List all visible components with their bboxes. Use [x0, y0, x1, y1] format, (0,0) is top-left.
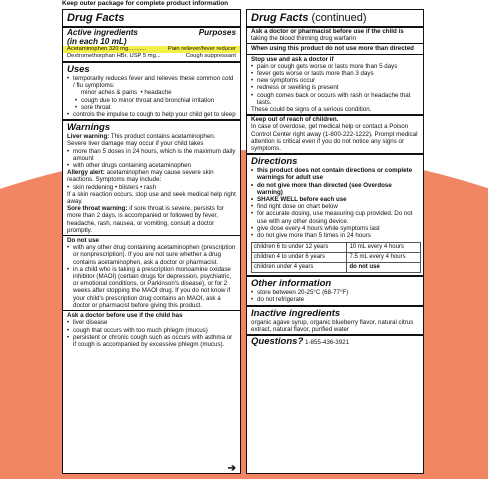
stop-use-item: • pain or cough gets worse or lasts more than 5 days	[251, 63, 419, 70]
uses-sub-line-1: minor aches & pains • headache	[81, 89, 172, 97]
directions-item: • for accurate dosing, use measuring cup provided. Do not use with any other dosing device.	[251, 210, 419, 224]
stop-use-note: These could be signs of a serious condition.	[251, 106, 372, 114]
active-ingredients-sub: (in each 10 mL)	[67, 37, 127, 46]
other-info-section	[247, 289, 423, 303]
uses-sub-item: • sore throat	[67, 104, 236, 111]
allergy-label: Allergy alert:	[67, 169, 105, 177]
sore-throat-warning	[67, 205, 236, 234]
questions-label: Questions?	[251, 336, 304, 348]
do-not-use-item: • with any other drug containing acetaminophen (prescription or nonprescription). If you are not sure whether a drug contains acetaminophen, ask a doctor or pharmacist.	[67, 244, 236, 266]
divider	[247, 43, 423, 44]
ask-doctor-section	[63, 312, 240, 348]
sore-throat-text: if sore throat is severe, persists for more than 2 days, is accompanied or followed by fever, headache, rash, nausea, or vomiting, consult a doctor promptly.	[67, 205, 224, 234]
dosing-table	[251, 242, 421, 273]
uses-item: • temporarily reduces fever and relieves these common cold / flu symptoms:	[67, 75, 236, 89]
allergy-alert	[67, 169, 236, 183]
stop-use-section	[247, 56, 423, 114]
liver-item: • with other drugs containing acetaminophen	[67, 162, 236, 169]
ingredient-name: Dextromethorphan HBr, USP 5 mg	[67, 53, 156, 59]
table-row	[252, 263, 421, 273]
dose-age-cell: children 6 to under 12 years	[252, 243, 347, 253]
ask-doctor-title: Ask a doctor before use if the child has	[67, 312, 183, 320]
directions-section	[247, 167, 423, 239]
dose-amount-cell: do not use	[347, 263, 421, 273]
directions-item: • SHAKE WELL before each use	[251, 196, 419, 203]
allergy-symptoms: • skin reddening • blisters • rash	[67, 184, 236, 191]
keep-out-title: Keep out of reach of children.	[251, 116, 339, 124]
ingredient-row-acetaminophen	[63, 46, 240, 53]
questions-phone: 1-855-436-3921	[305, 339, 350, 347]
other-info-item: • do not refrigerate	[251, 296, 419, 303]
inactive-ingredients-text: organic agave syrup, organic blueberry flavor, natural citrus extract, natural flavor, purified water	[251, 318, 414, 333]
do-not-use-item: • in a child who is taking a prescription monoamine oxidase inhibitor (MAOI) (certain drugs for depression, psychiatric, or emotional conditions, or Parkinson's disease), or for 2 weeks after stopping the MAOI drug. If you do not know if your child's prescription drug contains an MAOI, ask a doctor or pharmacist before giving this product.	[67, 266, 236, 309]
divider	[63, 310, 240, 311]
drug-facts-continued-title	[251, 12, 419, 25]
liver-item: • more than 5 doses in 24 hours, which is the maximum daily amount	[67, 148, 236, 162]
divider	[247, 54, 423, 55]
uses-sub-item: minor aches & pains	[81, 89, 138, 97]
liver-warning-label: Liver warning:	[67, 133, 110, 141]
stop-use-title: Stop use and ask a doctor if	[251, 55, 334, 63]
liver-warning-text: This product contains acetaminophen. Severe liver damage may occur if your child takes	[67, 133, 216, 148]
divider	[63, 235, 240, 236]
questions-row	[247, 338, 423, 346]
drug-facts-continued-panel	[246, 9, 424, 474]
warnings-section	[63, 133, 240, 234]
uses-item: • controls the impulse to cough to help your child get to sleep	[67, 111, 236, 118]
stop-use-item: • redness or swelling is present	[251, 84, 419, 91]
ask-doctor-item: • liver disease	[67, 319, 236, 326]
ingredient-row-dextromethorphan	[63, 53, 240, 60]
when-using: When using this product do not use more than directed	[251, 45, 414, 53]
uses-title: Uses	[67, 64, 90, 75]
keep-out-text: In case of overdose, get medical help or contact a Poison Control Center right away (1-800-222-1222). Prompt medical attention is critical even if you do not notice any signs or symptoms.	[251, 123, 418, 153]
dose-age-cell: children 4 to under 6 years	[252, 253, 347, 263]
divider	[247, 153, 423, 155]
ask-pharmacist-label: Ask a doctor or pharmacist before use if the child is	[251, 28, 404, 35]
allergy-after: If a skin reaction occurs, stop use and seek medical help right away.	[67, 190, 236, 206]
directions-item: • give dose every 4 hours while symptoms last	[251, 225, 419, 232]
uses-section	[63, 75, 240, 118]
ask-doctor-item: • cough that occurs with too much phlegm (mucus)	[67, 327, 236, 334]
allergy-text: acetaminophen may cause severe skin reactions. Symptoms may include:	[67, 169, 214, 184]
drug-facts-panel	[62, 9, 241, 474]
other-info-title: Other information	[251, 278, 332, 290]
divider	[63, 61, 240, 63]
warnings-title: Warnings	[67, 122, 111, 134]
title-text: Drug Facts	[251, 12, 309, 24]
active-ingredients-header	[63, 28, 240, 37]
ask-doctor-item: • persistent or chronic cough such as occurs with asthma or if cough is accompanied by excessive phlegm (mucus).	[67, 334, 236, 348]
do-not-use-section	[63, 237, 240, 309]
dose-amount-cell: 7.5 mL every 4 hours	[347, 253, 421, 263]
dose-age-cell: children under 4 years	[252, 263, 347, 273]
directions-item: • this product does not contain directions or complete warnings for adult use	[251, 167, 419, 181]
divider	[63, 119, 240, 121]
directions-title: Directions	[251, 156, 298, 168]
ingredient-dots: ...	[155, 53, 161, 59]
divider	[247, 305, 423, 307]
inactive-ingredients-title: Inactive ingredients	[251, 307, 341, 319]
ingredient-purpose: Pain reliever/fever reducer	[168, 46, 236, 52]
ingredient-name: Acetaminophen 320 mg	[67, 46, 129, 52]
sore-throat-label: Sore throat warning:	[67, 205, 128, 213]
top-note: Keep outer package for complete product information	[62, 0, 229, 7]
divider	[247, 275, 423, 277]
uses-sub-item: • cough due to minor throat and bronchial irritation	[67, 97, 236, 104]
dose-amount-cell: 10 mL every 4 hours	[347, 243, 421, 253]
uses-sub-item: headache	[144, 89, 172, 97]
stop-use-item: • cough comes back or occurs with rash or headache that lasts.	[251, 92, 419, 106]
directions-item: • find right dose on chart below	[251, 203, 419, 210]
directions-item: • do not give more than directed (see Overdose warning)	[251, 182, 419, 196]
ingredient-dots: ...........	[128, 46, 146, 52]
table-row	[252, 253, 421, 263]
stop-use-item: • new symptoms occur	[251, 77, 419, 84]
liver-warning	[67, 133, 236, 147]
keep-out-section	[247, 116, 423, 152]
do-not-use-title: Do not use	[67, 237, 99, 245]
other-info-item: • store between 20-25°C (68-77°F)	[251, 289, 419, 296]
purposes-label: Purposes	[198, 28, 236, 37]
ingredient-purpose: Cough suppressant	[185, 53, 236, 59]
continued-label: (continued)	[311, 12, 367, 24]
ask-pharmacist	[247, 28, 423, 42]
active-ingredients-label: Active ingredients	[67, 28, 138, 37]
stop-use-item: • fever gets worse or lasts more than 3 days	[251, 70, 419, 77]
continue-arrow-icon: ➔	[227, 462, 236, 474]
ask-pharmacist-text: taking the blood thinning drug warfarin	[251, 35, 356, 43]
table-row	[252, 243, 421, 253]
drug-facts-title: Drug Facts	[67, 12, 125, 24]
directions-item: • do not give more than 5 times in 24 hours	[251, 232, 419, 239]
